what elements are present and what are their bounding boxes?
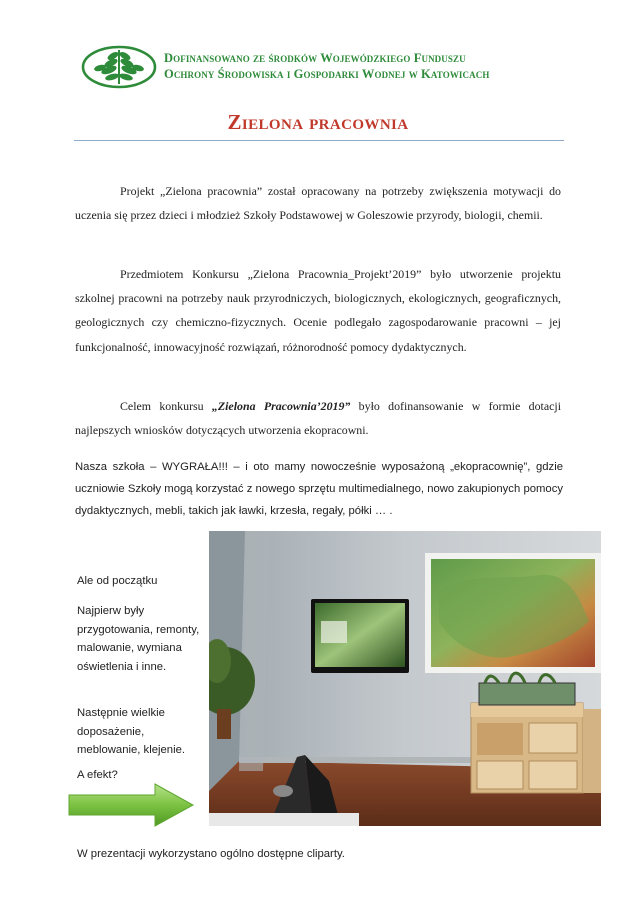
title-divider xyxy=(74,140,564,141)
arrow-right-icon xyxy=(67,782,195,828)
contest-name: „Zielona Pracownia’2019” xyxy=(211,399,351,413)
paragraph-3-text xyxy=(75,394,561,442)
side-caption-1: Ale od początku xyxy=(77,575,158,587)
paragraph-2-text: Przedmiotem Konkursu „Zielona Pracownia_Projekt’2019” było utworzenie projektu szkolnej pracowni na potrzeby nauk przyrodniczych, biologicznych, ekologicznych, geograficznych, geologicznych czy chemiczno-fizycznych. Ocenie podlegało zagospodarowanie pracowni – jej funkcjonalność, innowacyjność rozwiązań, różnorodność pomocy dydaktycznych. xyxy=(75,267,561,354)
paragraph-4-text: Nasza szkoła – WYGRAŁA!!! – i oto mamy nowocześnie wyposażoną „ekopracownię”, gdzie uczniowie Szkoły mogą korzystać z nowego sprzętu multimedialnego, nowo zakupionych pomocy dydaktycznych, mebli, takich jak ławki, krzesła, regały, półki … . xyxy=(75,461,563,517)
paragraph-2 xyxy=(75,262,561,359)
paragraph-3-lead: Celem konkursu xyxy=(120,399,212,413)
page-title: Zielona pracownia xyxy=(227,110,409,134)
paragraph-3 xyxy=(75,394,561,442)
funder-line-2: Ochrony Środowiska i Gospodarki Wodnej w Katowicach xyxy=(164,67,490,81)
side-caption-3: Następnie wielkie doposażenie, meblowanie, klejenie. xyxy=(77,707,186,756)
footer-note: W prezentacji wykorzystano ogólno dostępne cliparty. xyxy=(77,848,345,860)
paragraph-1 xyxy=(75,179,561,227)
side-caption-4: A efekt? xyxy=(77,769,118,781)
paragraph-1-text: Projekt „Zielona pracownia” został opracowany na potrzeby zwiększenia motywacji do uczenia się przez dzieci i młodzież Szkoły Podstawowej w Goleszowie przyrody, biologii, chemii. xyxy=(75,184,561,223)
classroom-photo xyxy=(209,531,601,826)
header xyxy=(80,44,560,96)
funder-logo xyxy=(80,44,158,90)
leaf-emblem-icon xyxy=(80,44,158,90)
paragraph-3-rest: było dofinansowanie w formie dotacji najlepszych wniosków dotyczących utworzenia ekopracowni. xyxy=(75,399,561,438)
funder-line-1: Dofinansowano ze środków Wojewódzkiego Funduszu xyxy=(164,51,466,65)
paragraph-4 xyxy=(75,456,563,522)
side-caption-2: Najpierw były przygotowania, remonty, malowanie, wymiana oświetlenia i inne. xyxy=(77,605,200,673)
funder-text xyxy=(164,50,564,82)
